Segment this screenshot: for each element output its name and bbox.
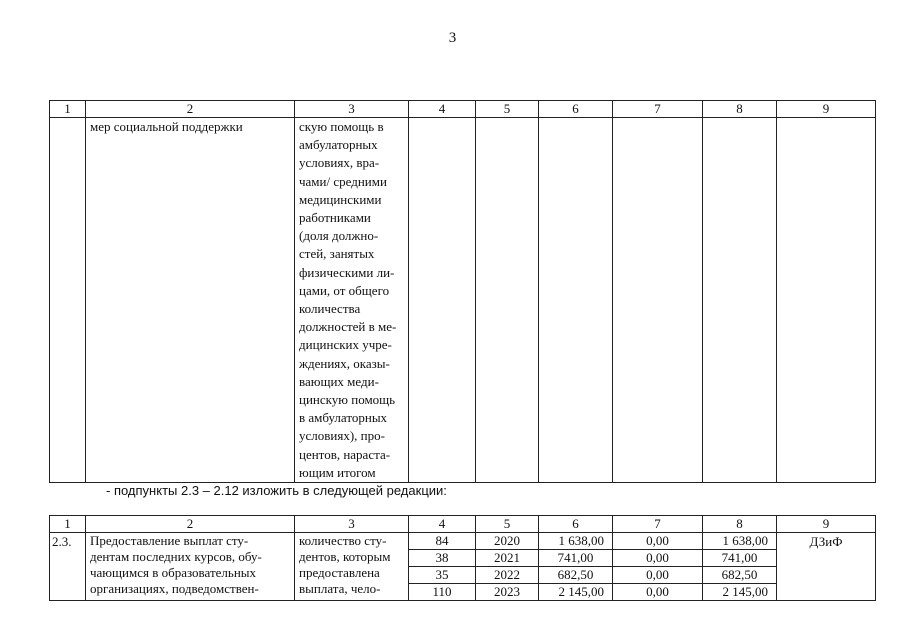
table-amended	[49, 515, 876, 601]
indicator-line: в амбулаторных	[299, 410, 388, 426]
amount-cell: 0,00	[613, 533, 703, 550]
amount-cell: 0,00	[613, 567, 703, 584]
indicator-cell	[295, 118, 409, 483]
year-cell: 2020	[476, 533, 539, 550]
header-cell: 1	[50, 101, 86, 118]
indicator-line: условиях), про-	[299, 428, 385, 444]
executor-cell: ДЗиФ	[777, 533, 876, 601]
measure-line: Предоставление выплат сту-	[90, 533, 249, 548]
header-cell: 5	[476, 516, 539, 533]
header-cell: 4	[409, 516, 476, 533]
measure-cell: мер социальной поддержки	[86, 118, 295, 483]
indicator-line: физическими ли-	[299, 264, 395, 280]
item-number: 2.3.	[50, 533, 86, 601]
amount-cell: 682,50	[703, 567, 777, 584]
indicator-line: (доля должно-	[299, 228, 379, 244]
value-cell: 38	[409, 550, 476, 567]
year-cell: 2021	[476, 550, 539, 567]
empty-cell	[409, 118, 476, 483]
empty-cell	[777, 118, 876, 483]
indicator-line: скую помощь в	[299, 119, 384, 134]
table-header-row	[50, 516, 876, 533]
header-cell: 6	[539, 101, 613, 118]
header-cell: 3	[295, 101, 409, 118]
header-cell: 8	[703, 101, 777, 118]
year-cell: 2023	[476, 584, 539, 601]
amount-cell: 741,00	[539, 550, 613, 567]
indicator-line: ющим итогом	[299, 464, 376, 480]
amount-cell: 0,00	[613, 584, 703, 601]
header-cell: 4	[409, 101, 476, 118]
indicator-cell	[295, 533, 409, 601]
empty-cell	[476, 118, 539, 483]
header-cell: 6	[539, 516, 613, 533]
year-cell: 2022	[476, 567, 539, 584]
indicator-line: предоставлена	[299, 565, 380, 580]
indicator-line: количества	[299, 301, 361, 317]
indicator-line: условиях, вра-	[299, 155, 380, 171]
indicator-line: выплата, чело-	[299, 581, 381, 596]
empty-cell	[50, 118, 86, 483]
indicator-line: центов, нараста-	[299, 446, 391, 462]
header-cell: 7	[613, 101, 703, 118]
indicator-line: амбулаторных	[299, 137, 378, 153]
measure-line: организациях, подведомствен-	[90, 581, 259, 596]
indicator-line: вающих меди-	[299, 373, 379, 389]
header-cell: 2	[86, 516, 295, 533]
indicator-line: цинскую помощь	[299, 392, 396, 408]
indicator-line: медицинскими	[299, 191, 382, 207]
header-cell: 3	[295, 516, 409, 533]
indicator-line: чами/ средними	[299, 173, 387, 189]
header-cell: 2	[86, 101, 295, 118]
empty-cell	[539, 118, 613, 483]
indicator-line: работниками	[299, 210, 371, 226]
header-cell: 9	[777, 101, 876, 118]
measure-line: дентам последних курсов, обу-	[90, 549, 262, 564]
amount-cell: 1 638,00	[539, 533, 613, 550]
measure-cell	[86, 533, 295, 601]
page-number: 3	[448, 30, 457, 46]
amount-cell: 0,00	[613, 550, 703, 567]
table-header-row	[50, 101, 876, 118]
value-cell: 35	[409, 567, 476, 584]
empty-cell	[613, 118, 703, 483]
indicator-line: дицинских учре-	[299, 337, 392, 353]
amount-cell: 1 638,00	[703, 533, 777, 550]
header-cell: 8	[703, 516, 777, 533]
indicator-line: стей, занятых	[299, 246, 375, 262]
value-cell: 110	[409, 584, 476, 601]
amount-cell: 2 145,00	[539, 584, 613, 601]
amount-cell: 2 145,00	[703, 584, 777, 601]
indicator-line: количество сту-	[299, 533, 387, 548]
table-continuation	[49, 100, 876, 483]
amendment-note: - подпункты 2.3 – 2.12 изложить в следующей редакции:	[106, 483, 447, 498]
header-cell: 1	[50, 516, 86, 533]
amount-cell: 741,00	[703, 550, 777, 567]
value-cell: 84	[409, 533, 476, 550]
empty-cell	[703, 118, 777, 483]
measure-line: чающимся в образовательных	[90, 565, 257, 580]
table-row	[50, 118, 876, 483]
indicator-line: дентов, которым	[299, 549, 391, 564]
header-cell: 7	[613, 516, 703, 533]
amount-cell: 682,50	[539, 567, 613, 584]
header-cell: 5	[476, 101, 539, 118]
indicator-line: цами, от общего	[299, 282, 390, 298]
header-cell: 9	[777, 516, 876, 533]
table-row	[50, 533, 876, 550]
indicator-line: должностей в ме-	[299, 319, 397, 335]
indicator-line: ждениях, оказы-	[299, 355, 390, 371]
